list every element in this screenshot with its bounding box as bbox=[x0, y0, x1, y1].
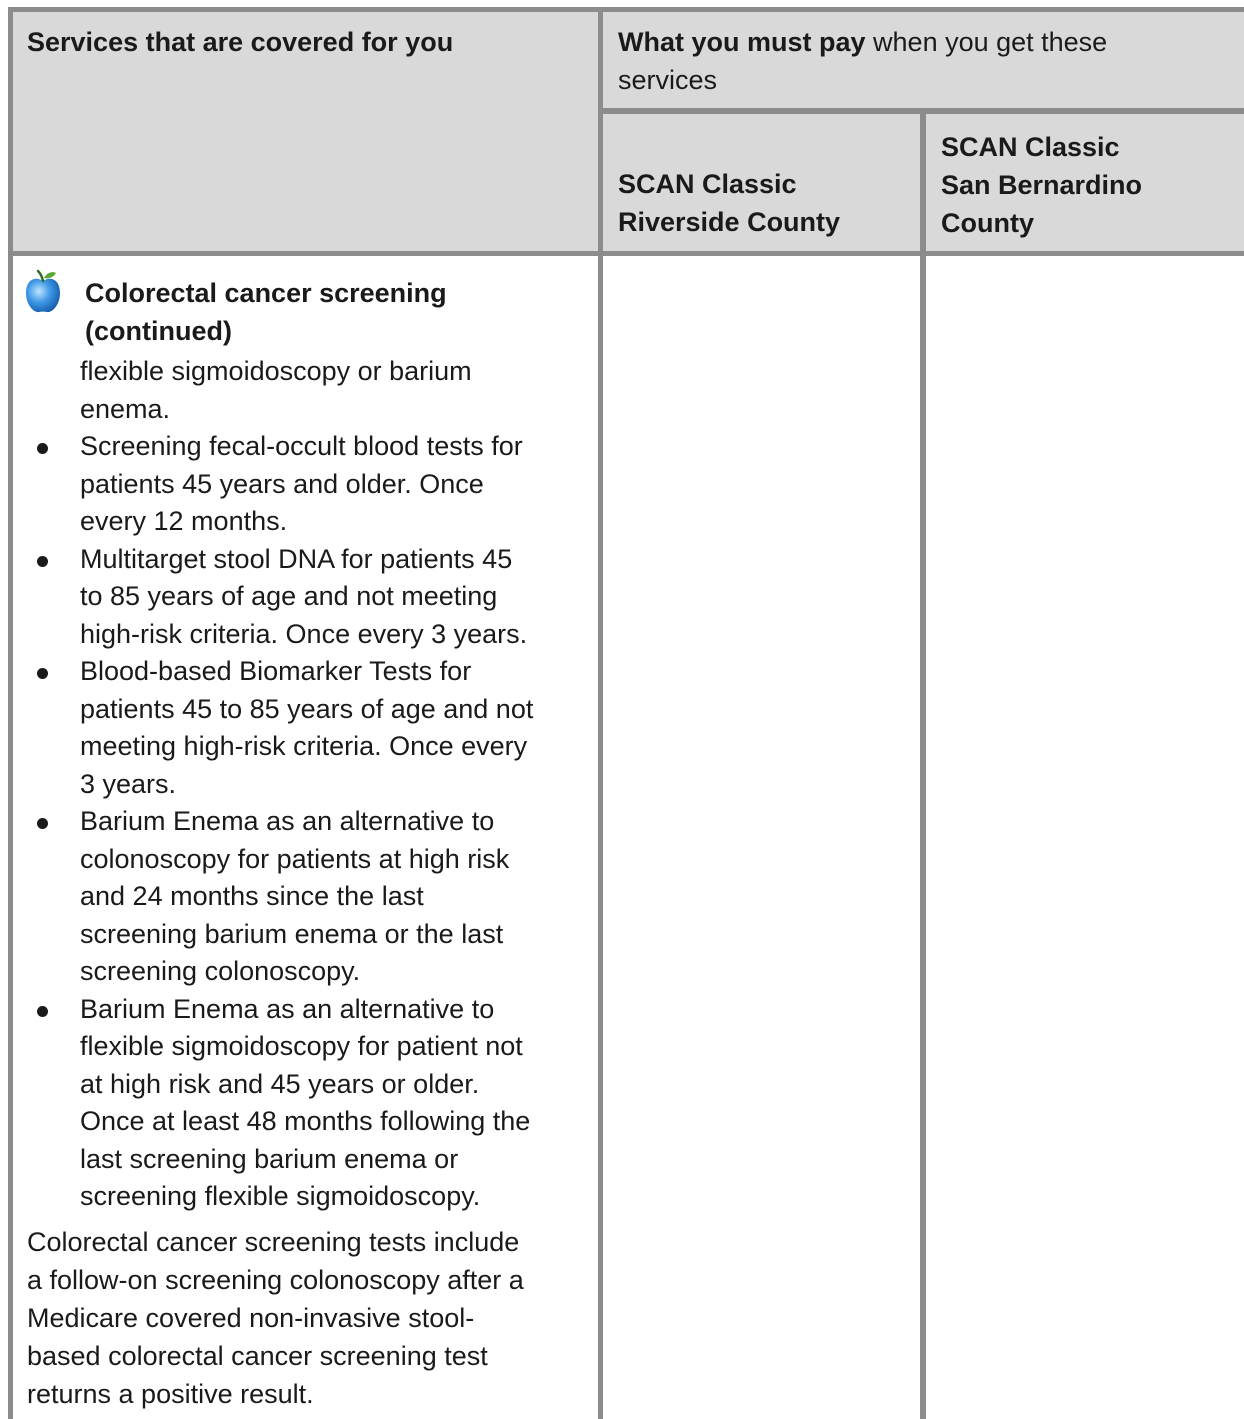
bullet-icon bbox=[37, 443, 48, 454]
bullet-line: flexible sigmoidoscopy for patient not bbox=[80, 1031, 523, 1061]
bullet-line: to 85 years of age and not meeting bbox=[80, 581, 498, 611]
header-sanbern bbox=[941, 128, 1142, 242]
apple-icon bbox=[24, 268, 62, 314]
bullet-line: screening colonoscopy. bbox=[80, 956, 361, 986]
bullet-line: at high risk and 45 years or older. bbox=[80, 1068, 480, 1099]
bullet-line: meeting high-risk criteria. Once every bbox=[80, 731, 528, 761]
closing-line: based colorectal cancer screening test bbox=[27, 1341, 488, 1371]
cell-riverside-cost bbox=[603, 256, 920, 1419]
intro-line: flexible sigmoidoscopy or barium bbox=[80, 356, 472, 386]
bullet-line: high-risk criteria. Once every 3 years. bbox=[80, 618, 528, 649]
bullet-icon bbox=[37, 818, 48, 829]
header-riverside-line1: SCAN Classic bbox=[618, 169, 797, 199]
bullet-icon bbox=[37, 1006, 48, 1017]
cell-sanbern-cost bbox=[926, 256, 1244, 1419]
closing-line: Medicare covered non-invasive stool- bbox=[27, 1303, 475, 1333]
bullet-line: screening barium enema or the last bbox=[80, 918, 504, 949]
list-item bbox=[10, 653, 595, 803]
row-title bbox=[85, 274, 447, 350]
bullet-line: and 24 months since the last bbox=[80, 881, 424, 911]
bullet-line: Blood-based Biomarker Tests for bbox=[80, 656, 472, 686]
list-item bbox=[10, 803, 595, 991]
bullet-line: patients 45 years and older. Once bbox=[80, 468, 484, 499]
header-pay-label-bold: What you must pay bbox=[618, 27, 866, 57]
bullet-line: screening flexible sigmoidoscopy. bbox=[80, 1181, 481, 1211]
row-bullet-list bbox=[10, 428, 595, 1216]
header-services-label: Services that are covered for you bbox=[27, 27, 454, 57]
bullet-line: Multitarget stool DNA for patients 45 bbox=[80, 543, 513, 574]
header-sanbern-line2: San Bernardino bbox=[941, 170, 1143, 200]
bullet-line: 3 years. bbox=[80, 768, 177, 799]
table-border-top bbox=[8, 7, 1244, 12]
row-intro bbox=[80, 352, 472, 428]
bullet-icon bbox=[37, 668, 48, 679]
header-pay-label-line2: services bbox=[618, 65, 718, 95]
closing-line: a follow-on screening colonoscopy after a bbox=[27, 1265, 524, 1295]
header-sanbern-line3: County bbox=[941, 208, 1034, 238]
header-riverside bbox=[618, 165, 840, 241]
list-item bbox=[10, 541, 595, 654]
bullet-line: Barium Enema as an alternative to bbox=[80, 806, 495, 836]
bullet-line: colonoscopy for patients at high risk bbox=[80, 843, 510, 874]
bullet-line: last screening barium enema or bbox=[80, 1143, 459, 1174]
header-pay-label-rest: when you get these bbox=[865, 27, 1108, 57]
bullet-icon bbox=[37, 556, 48, 567]
intro-line: enema. bbox=[80, 394, 171, 424]
header-riverside-line2: Riverside County bbox=[618, 207, 841, 237]
bullet-line: every 12 months. bbox=[80, 506, 288, 536]
closing-line: returns a positive result. bbox=[27, 1379, 314, 1409]
closing-line: Colorectal cancer screening tests include bbox=[27, 1227, 520, 1257]
bullet-line: Barium Enema as an alternative to bbox=[80, 993, 495, 1024]
bullet-line: patients 45 to 85 years of age and not bbox=[80, 693, 534, 724]
row-title-line1: Colorectal cancer screening bbox=[85, 278, 447, 308]
list-item bbox=[10, 991, 595, 1216]
bullet-line: Once at least 48 months following the bbox=[80, 1106, 531, 1136]
header-divider-pay bbox=[603, 108, 1244, 114]
row-closing-paragraph bbox=[27, 1223, 597, 1413]
row-title-line2: (continued) bbox=[85, 316, 232, 346]
header-sanbern-line1: SCAN Classic bbox=[941, 132, 1120, 162]
bullet-line: Screening fecal-occult blood tests for bbox=[80, 431, 523, 461]
list-item bbox=[10, 428, 595, 541]
header-pay-label bbox=[618, 23, 1218, 99]
